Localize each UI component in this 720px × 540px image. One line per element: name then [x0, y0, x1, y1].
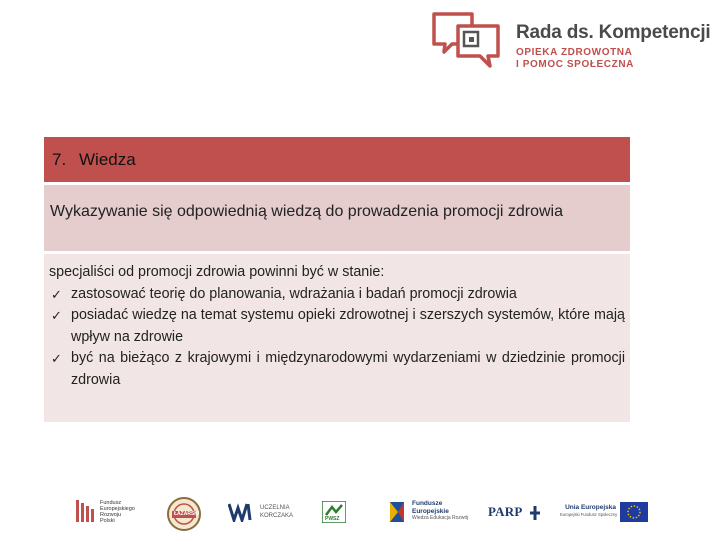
fundusze-line-1: Fundusze: [412, 500, 443, 507]
lazarski-logo: [166, 496, 202, 537]
list-item: [49, 284, 625, 306]
section-title: Wiedza: [79, 149, 136, 169]
section-subtitle: Wykazywanie się odpowiednią wiedzą do prowadzenia promocji zdrowia: [50, 203, 564, 220]
competence-list: [49, 284, 625, 392]
eu-line-1: Unia Europejska: [565, 504, 616, 511]
eu-line-2: Europejski Fundusz Społeczny: [560, 512, 618, 517]
table-body-row: [44, 254, 630, 422]
fundusz-line-1: Fundusz: [100, 500, 122, 506]
list-item-text: posiadać wiedzę na temat systemu opieki zdrowotnej i szerszych systemów, które mają wpływ na zdrowie: [71, 307, 625, 345]
intro-text: specjaliści od promocji zdrowia powinni być w stanie:: [49, 264, 385, 280]
list-item: [49, 305, 625, 348]
fundusze-line-2: Europejskie: [412, 507, 449, 515]
list-item: [49, 348, 625, 391]
parp-emblem-icon: [530, 506, 540, 520]
pwsz-label: PWSZ: [325, 516, 340, 522]
fundusz-line-2: Europejskiego: [100, 506, 135, 512]
check-icon: ✓: [51, 351, 62, 366]
fundusz-line-3: Rozwoju: [100, 512, 122, 518]
table-subheader-row: [44, 185, 630, 254]
pwsz-logo: [322, 501, 346, 528]
competence-table: [44, 137, 630, 422]
eu-flag-icon: [620, 502, 648, 522]
logo-subtitle-1: OPIEKA ZDROWOTNA: [516, 47, 633, 58]
list-item-text: być na bieżąco z krajowymi i międzynarodowymi wydarzeniami w dziedzinie promocji zdrowia: [71, 350, 625, 388]
rada-logo: [430, 10, 710, 72]
list-item-text: zastosować teorię do planowania, wdrażania i badań promocji zdrowia: [71, 285, 517, 302]
fundusz-emblem-icon: [74, 498, 96, 524]
fundusze-line-3: Wiedza Edukacja Rozwój: [412, 515, 469, 521]
footer-logos: [0, 492, 720, 538]
lazarski-label: ŁAZARSKI: [174, 511, 200, 517]
parp-logo: [488, 504, 523, 520]
parp-label: PARP: [488, 504, 523, 519]
korczak-line-2: KORCZAKA: [260, 513, 294, 519]
check-icon: ✓: [51, 286, 62, 302]
fundusz-line-4: Polski: [100, 518, 115, 524]
korczak-emblem-icon: [228, 502, 256, 522]
section-number: 7.: [52, 149, 67, 169]
logo-subtitle-2: I POMOC SPOŁECZNA: [516, 59, 634, 70]
table-header-row: [44, 137, 630, 185]
logo-title: Rada ds. Kompetencji: [516, 22, 711, 43]
fundusze-emblem-icon: [388, 500, 408, 524]
speech-bubbles-icon: [430, 10, 506, 70]
check-icon: ✓: [51, 308, 62, 323]
korczak-line-1: UCZELNIA: [260, 505, 290, 511]
